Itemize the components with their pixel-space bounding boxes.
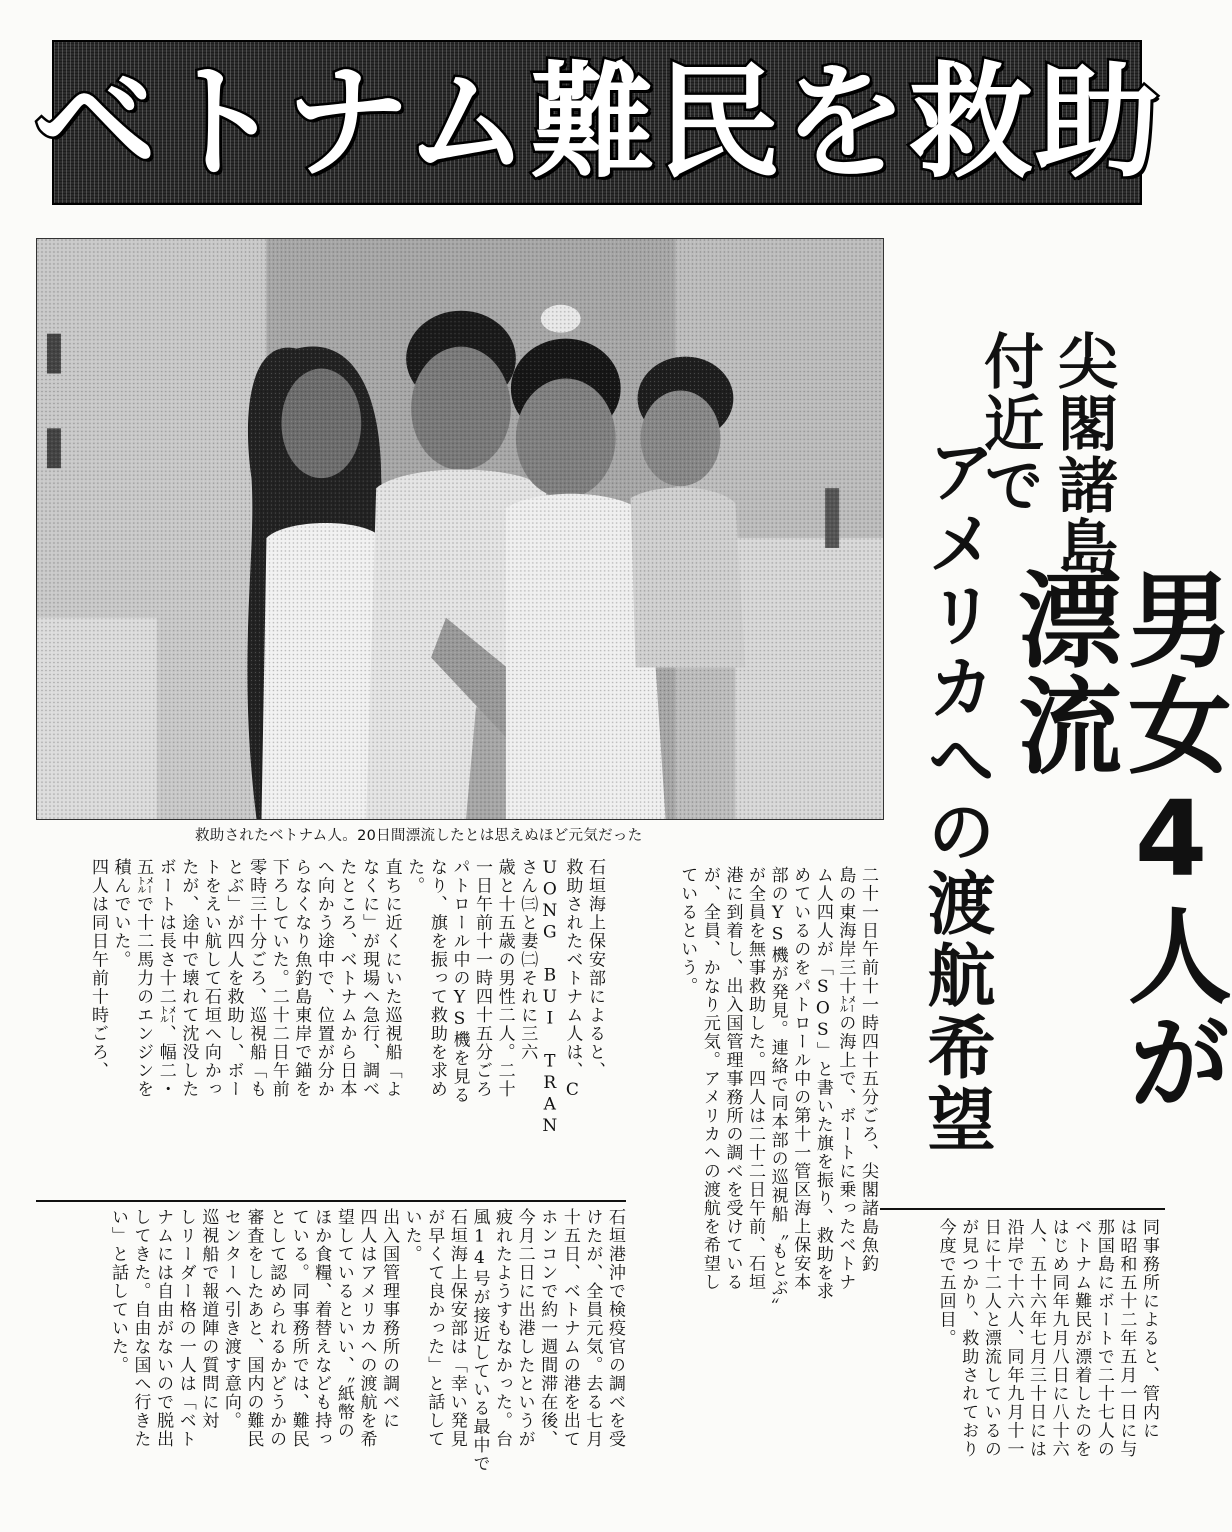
column-c-divider — [880, 1208, 1165, 1210]
main-headline: 男女4人が漂流 — [1000, 566, 1232, 1114]
banner-title: ベトナム難民を救助 — [33, 50, 1161, 195]
column-divider — [36, 1200, 626, 1202]
headline-banner — [33, 40, 1161, 205]
secondary-headline: アメリカへの渡航希望 — [916, 436, 995, 1156]
photo-four-refugees — [37, 239, 883, 819]
body-column-a: 石垣海上保安部によると、 救助されたベトナム人は、C UONG BUI TRAN さん㈢と妻㈡それに三六 歳と十五歳の男性二人。二十 一日午前十一時四十五分ごろ パトロール中のYS機を見る なり、旗を振って救助を求め た。 直ちに近くにいた巡視船「よ なくに」が現場へ急行、調べ たところ、ベトナムから日本 へ向かう途中で、位置が分か らなくなり魚釣島東岸で錨を 下ろしていた。二十二日午前 零時三十分ごろ、巡視船「も とぶ」が四人を救助し、ボー トをえい航して石垣へ向かっ たが、途中で壊れて沈没した ボートは長さ十二㍍、幅二・ 五㍍で十二馬力のエンジンを 積んでいた。 四人は同日午前十時ごろ、 — [87, 858, 605, 1138]
lead-paragraph: 二十一日午前十一時四十五分ごろ、尖閣諸島魚釣 島の東海岸三十㍍の海上で、ボートに乗ったベトナ ム人四人が「SOS」と書いた旗を振り、救助を求 めているのをパトロール中の第十一管区海上保安本 部のYS機が発見。連絡で同本部の巡視船〝もとぶ〟 が全員を無事救助した。四人は二十二日午前、石垣 港に到着し、出入国管理事務所の調べを受けている が、全員、かなり元気。アメリカへの渡航を希望し ているという。 — [677, 866, 878, 1316]
subhead-fukin: 付近で — [974, 330, 1044, 516]
body-column-b: 石垣港沖で検疫官の調べを受 けたが、全員元気。去る七月 十五日、ベトナムの港を出て ホンコンで約一週間滞在後、 今月二日に出港したというが 疲れたようすもなかった。台 風14号が接近している最中で 石垣海上保安部は「幸い発見 が早くて良かった」と話して いた。 出入国管理事務所の調べに 四人はアメリカへの渡航を希 望しているといい、〝紙幣の ほか食糧、着替えなども持っ ている。同事務所では、難民 として認められるかどうかの 審査をしたあと、国内の難民 センターへ引き渡す意向。 巡視船で報道陣の質問に対 しリーダー格の一人は「ベト ナムには自由がないので脱出 してきた。自由な国へ行きた い」と話していた。 — [107, 1208, 625, 1473]
body-column-c: 同事務所によると、管内に は昭和五十二年五月一日に与 那国島にボートで二十七人の ベトナム難民が漂着したのを はじめ同年九月八日に八十六 人、五十六年七月三十日には 沿岸で十六人、同年九月十一 日に十二人と漂流しているの が見つかり、救助されており 今度で五回目。 — [935, 1218, 1159, 1459]
news-photo — [36, 238, 884, 820]
photo-caption: 救助されたベトナム人。20日間漂流したとは思えぬほど元気だった — [195, 828, 643, 844]
subhead-senkaku: 尖閣諸島 — [1048, 330, 1118, 578]
